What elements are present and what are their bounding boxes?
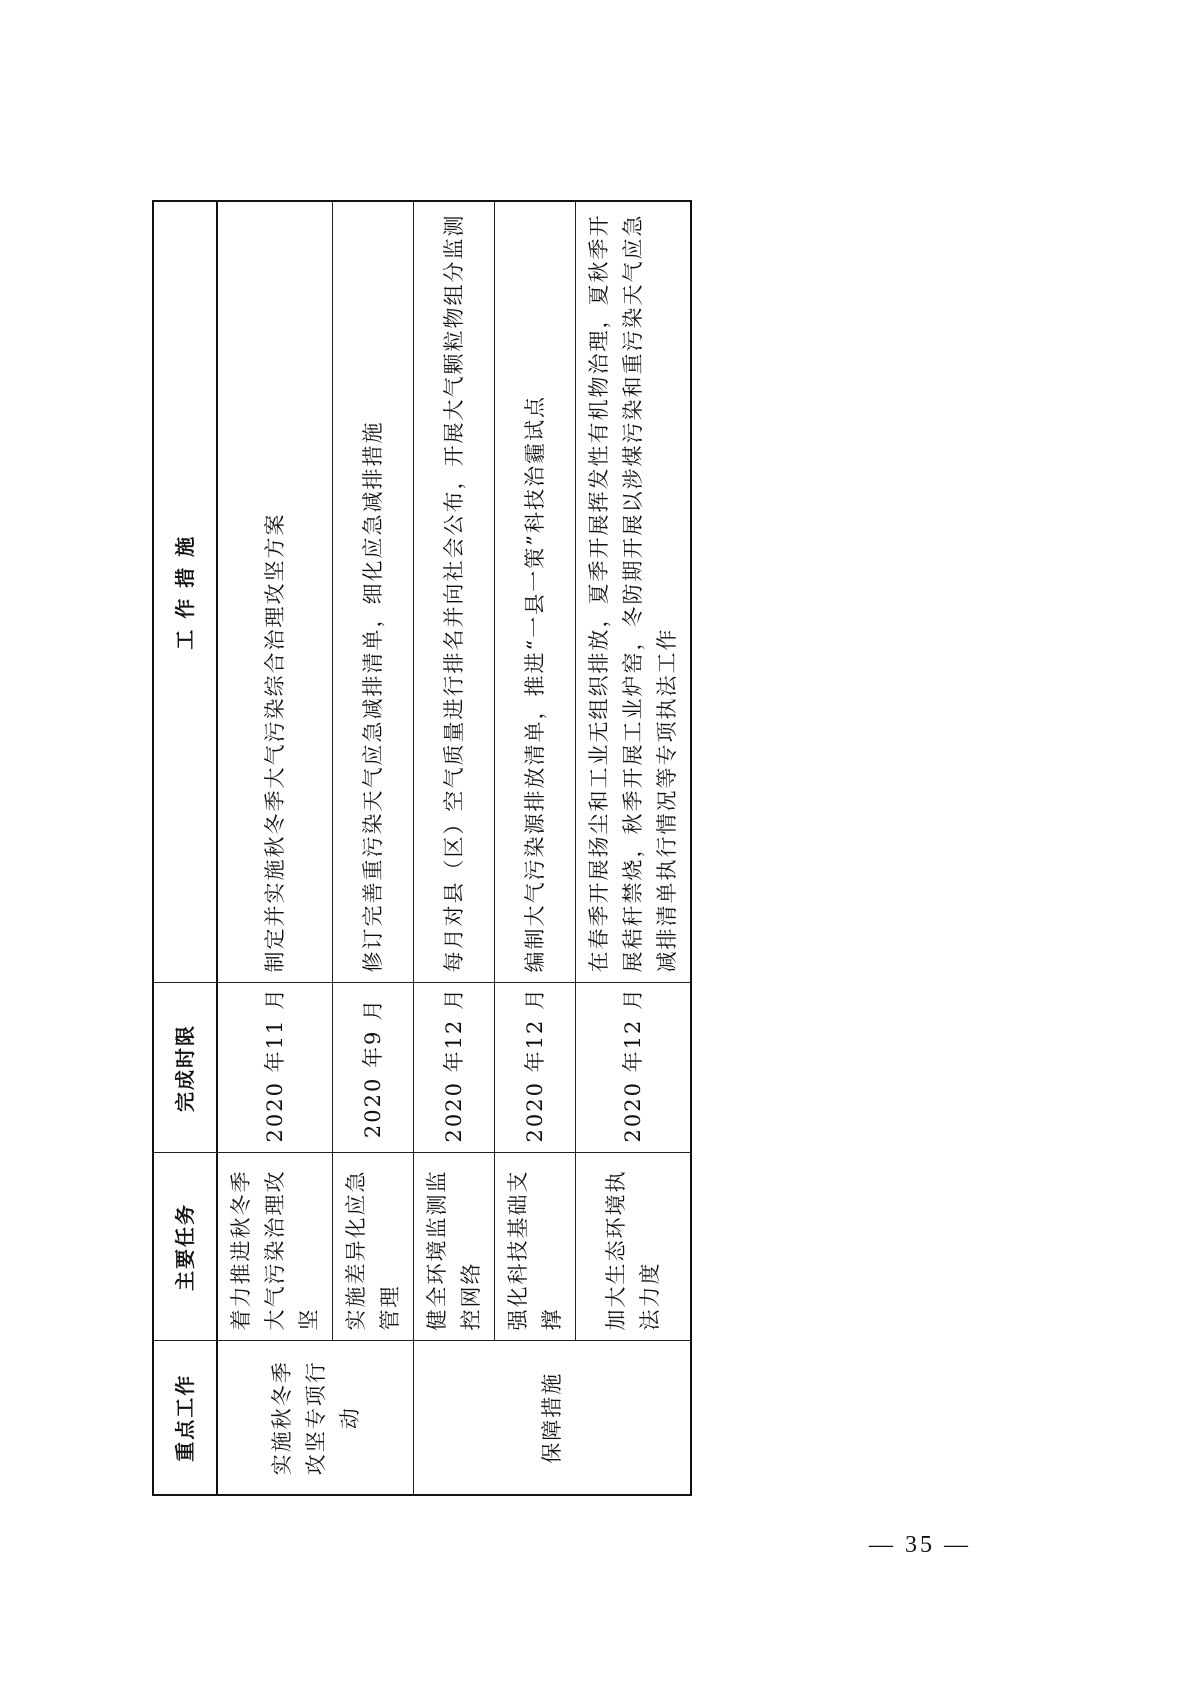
rotated-table-frame — [152, 200, 679, 1496]
task-cell: 健全环境监测监控网络 — [414, 1153, 495, 1341]
page-number: — 35 — — [869, 1532, 971, 1558]
table-header-row — [153, 201, 217, 1495]
header-deadline: 完成时限 — [153, 983, 217, 1153]
table-row — [333, 201, 414, 1495]
task-cell: 着力推进秋冬季大气污染治理攻坚 — [217, 1153, 333, 1341]
table-row — [414, 201, 495, 1495]
measure-cell: 在春季开展扬尘和工业无组织排放，夏季开展挥发性有机物治理，夏秋季开展秸秆禁烧，秋季开展工业炉窑，冬防期开展以涉煤污染和重污染天气应急减排清单执行情况等专项执法工作 — [576, 201, 692, 983]
measure-cell: 每月对县（区）空气质量进行排名并向社会公布，开展大气颗粒物组分监测 — [414, 201, 495, 983]
deadline-cell: 2020 年12 月 — [495, 983, 576, 1153]
task-cell: 实施差异化应急管理 — [333, 1153, 414, 1341]
task-cell: 强化科技基础支撑 — [495, 1153, 576, 1341]
header-key-work: 重点工作 — [153, 1341, 217, 1495]
table-row — [576, 201, 692, 1495]
measure-cell: 修订完善重污染天气应急减排清单，细化应急减排措施 — [333, 201, 414, 983]
task-cell: 加大生态环境执法力度 — [576, 1153, 692, 1341]
work-plan-table — [152, 200, 692, 1496]
deadline-cell: 2020 年11 月 — [217, 983, 333, 1153]
deadline-cell: 2020 年12 月 — [576, 983, 692, 1153]
measure-cell: 编制大气污染源排放清单，推进“一县一策”科技治霾试点 — [495, 201, 576, 983]
deadline-cell: 2020 年9 月 — [333, 983, 414, 1153]
header-measures: 工 作 措 施 — [153, 201, 217, 983]
key-work-cell: 实施秋冬季攻坚专项行动 — [217, 1341, 414, 1495]
deadline-cell: 2020 年12 月 — [414, 983, 495, 1153]
table-row — [495, 201, 576, 1495]
header-main-task: 主要任务 — [153, 1153, 217, 1341]
table-row — [217, 201, 333, 1495]
rotated-table-container — [152, 200, 679, 1496]
measure-cell: 制定并实施秋冬季大气污染综合治理攻坚方案 — [217, 201, 333, 983]
key-work-cell: 保障措施 — [414, 1341, 692, 1495]
